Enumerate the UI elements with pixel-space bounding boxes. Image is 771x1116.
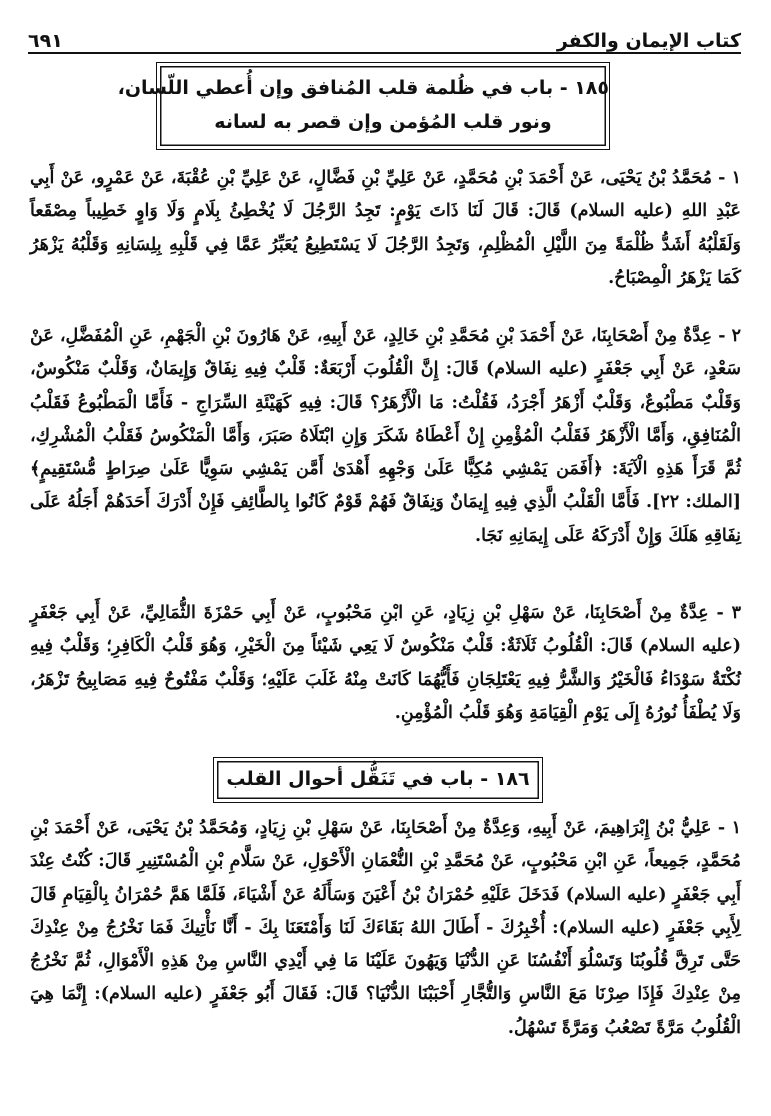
hadith-186-1: ١ - عَلِيُّ بْنُ إِبْرَاهِيمَ، عَنْ أَبِيهِ، وَعِدَّةٌ مِنْ أَصْحَابِنَا، عَنْ سَهْلِ بْنِ زِيَادٍ، وَمُحَمَّدُ بْنُ يَحْيَى، عَنْ أَحْمَدَ بْنِ مُحَمَّدٍ، جَمِيعاً، عَنِ ابْنِ مَحْبُوبٍ، عَنْ مُحَمَّدِ بْنِ النُّعْمَانِ الْأَحْوَلِ، عَنْ سَلَّامِ بْنِ الْمُسْتَنِيرِ قَالَ: كُنْتُ عِنْدَ أَبِي جَعْفَرٍ (عليه السلام) فَدَخَلَ عَلَيْهِ حُمْرَانُ بْنُ أَعْيَنَ وَسَأَلَهُ عَنْ أَشْيَاءَ، فَلَمَّا هَمَّ حُمْرَانُ بِالْقِيَامِ قَالَ لِأَبِي جَعْفَرٍ (عليه السلام): أُخْبِرُكَ - أَطَالَ اللهُ بَقَاءَكَ لَنَا وَأَمْتَعَنَا بِكَ - أَنَّا نَأْتِيكَ فَمَا نَخْرُجُ مِنْ عِنْدِكَ حَتَّى تَرِقَّ قُلُوبُنَا وَتَسْلُوَ أَنْفُسُنَا عَنِ الدُّنْيَا وَيَهُونَ عَلَيْنَا مَا فِي أَيْدِي النَّاسِ مِنْ هَذِهِ الْأَمْوَالِ، ثُمَّ نَخْرُجُ مِنْ عِنْدِكَ فَإِذَا صِرْنَا مَعَ النَّاسِ وَالتُّجَّارِ أَحْبَبْنَا الدُّنْيَا؟ قَالَ: فَقَالَ أَبُو جَعْفَرٍ (عليه السلام): إِنَّمَا هِيَ الْقُلُوبُ مَرَّةً تَصْعُبُ وَمَرَّةً تَسْهُلُ. (30, 818, 741, 1038)
book-title: كتاب الإيمان والكفر (556, 30, 741, 52)
hadith-185-1: ١ - مُحَمَّدُ بْنُ يَحْيَى، عَنْ أَحْمَدَ بْنِ مُحَمَّدٍ، عَنْ عَلِيِّ بْنِ فَضَّالٍ، عَنْ عَلِيِّ بْنِ عُقْبَةَ، عَنْ عَمْرٍو، عَنْ أَبِي عَبْدِ اللهِ (عليه السلام) قَالَ: قَالَ لَنَا ذَاتَ يَوْمٍ: تَجِدُ الرَّجُلَ لَا يُخْطِئُ بِلَامٍ وَلَا وَاوٍ خَطِيباً مِصْقَعاً وَلَقَلْبُهُ أَشَدُّ ظُلْمَةً مِنَ اللَّيْلِ الْمُظْلِمِ، وَتَجِدُ الرَّجُلَ لَا يَسْتَطِيعُ يُعَبِّرُ عَمَّا فِي قَلْبِهِ بِلِسَانِهِ وَقَلْبُهُ يَزْهَرُ كَمَا يَزْهَرُ الْمِصْبَاحُ. (30, 168, 741, 288)
chapter-185-title-line-2: ونور قلب المُؤمن وإن قصر به لسانه (214, 111, 552, 133)
chapter-185-heading-box (117, 62, 610, 150)
running-header (28, 22, 741, 52)
chapter-186-title: ١٨٦ - باب في تَنَقُّل أحوال القلب (226, 768, 530, 790)
chapter-186-heading-box (213, 757, 543, 803)
page-number: ٦٩١ (28, 30, 63, 52)
hadith-185-3: ٣ - عِدَّةٌ مِنْ أَصْحَابِنَا، عَنْ سَهْلِ بْنِ زِيَادٍ، عَنِ ابْنِ مَحْبُوبٍ، عَنْ أَبِي حَمْزَةَ الثُّمَالِيِّ، عَنْ أَبِي جَعْفَرٍ (عليه السلام) قَالَ: الْقُلُوبُ ثَلَاثَةٌ: قَلْبٌ مَنْكُوسٌ لَا يَعِي شَيْئاً مِنَ الْخَيْرِ، وَهُوَ قَلْبُ الْكَافِرِ؛ وَقَلْبٌ فِيهِ نُكْتَةٌ سَوْدَاءُ فَالْخَيْرُ وَالشَّرُّ فِيهِ يَعْتَلِجَانِ فَأَيُّهُمَا كَانَتْ مِنْهُ غَلَبَ عَلَيْهِ؛ وَقَلْبٌ مَفْتُوحٌ فِيهِ مَصَابِيحُ تَزْهَرُ، وَلَا يُطْفَأُ نُورُهُ إِلَى يَوْمِ الْقِيَامَةِ وَهُوَ قَلْبُ الْمُؤْمِنِ. (30, 603, 741, 723)
header-divider (28, 52, 741, 54)
chapter-185-title-line-1: ١٨٥ - باب في ظُلمة قلب المُنافق وإن أُعطي اللّسان، (117, 77, 609, 99)
hadith-185-2: ٢ - عِدَّةٌ مِنْ أَصْحَابِنَا، عَنْ أَحْمَدَ بْنِ مُحَمَّدِ بْنِ خَالِدٍ، عَنْ أَبِيهِ، عَنْ هَارُونَ بْنِ الْجَهْمِ، عَنِ الْمُفَضَّلِ، عَنْ سَعْدٍ، عَنْ أَبِي جَعْفَرٍ (عليه السلام) قَالَ: إِنَّ الْقُلُوبَ أَرْبَعَةٌ: قَلْبٌ فِيهِ نِفَاقٌ وَإِيمَانٌ، وَقَلْبٌ مَنْكُوسٌ، وَقَلْبٌ مَطْبُوعٌ، وَقَلْبٌ أَزْهَرُ أَجْرَدُ، فَقُلْتُ: مَا الْأَزْهَرُ؟ قَالَ: فِيهِ كَهَيْئَةِ السِّرَاجِ - فَأَمَّا الْمَطْبُوعُ فَقَلْبُ الْمُنَافِقِ، وَأَمَّا الْأَزْهَرُ فَقَلْبُ الْمُؤْمِنِ إِنْ أَعْطَاهُ شَكَرَ وَإِنِ ابْتَلَاهُ صَبَرَ، وَأَمَّا الْمَنْكُوسُ فَقَلْبُ الْمُشْرِكِ، ثُمَّ قَرَأَ هَذِهِ الْآيَةَ: ﴿أَفَمَن يَمْشِي مُكِبًّا عَلَىٰ وَجْهِهِ أَهْدَىٰ أَمَّن يَمْشِي سَوِيًّا عَلَىٰ صِرَاطٍ مُّسْتَقِيمٍ﴾ [الملك: ٢٢]. فَأَمَّا الْقَلْبُ الَّذِي فِيهِ إِيمَانٌ وَنِفَاقٌ فَهُمْ قَوْمٌ كَانُوا بِالطَّائِفِ فَإِنْ أَدْرَكَ أَحَدَهُمْ أَجَلُهُ عَلَى نِفَاقِهِ هَلَكَ وَإِنْ أَدْرَكَهُ عَلَى إِيمَانِهِ نَجَا. (30, 326, 742, 546)
